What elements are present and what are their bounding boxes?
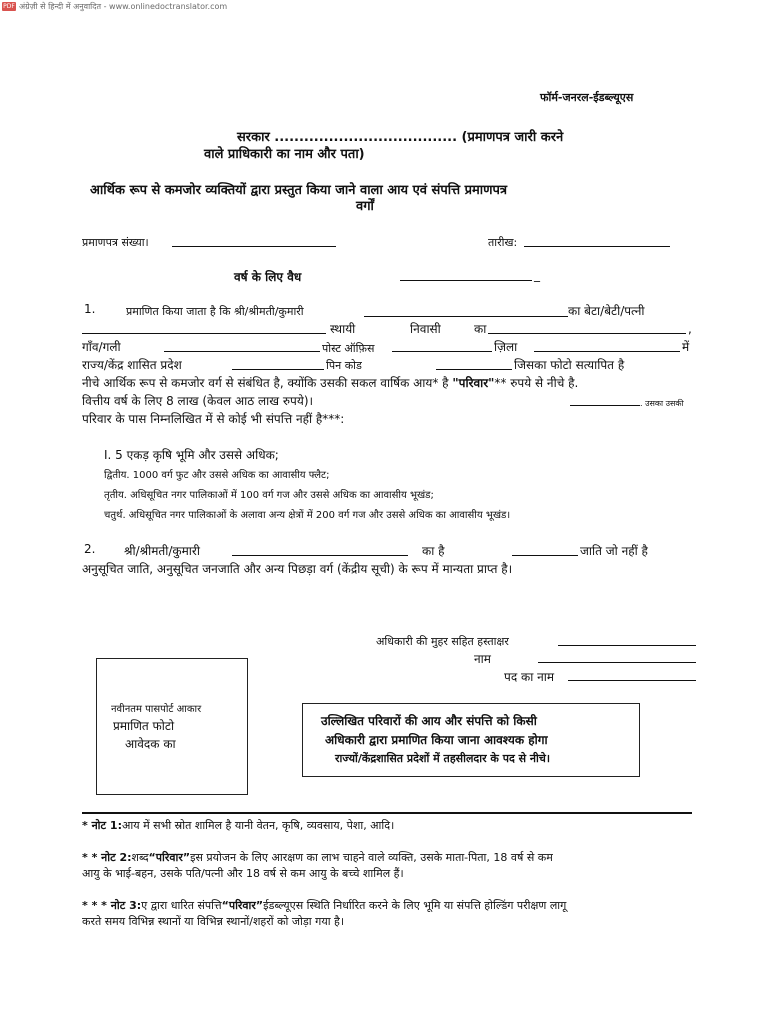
note-3-label: * * * नोट 3: (82, 899, 142, 912)
note-1-label: * नोट 1: (82, 819, 122, 832)
header-line1: सरकार ..................................... (प्रमाणपत्र जारी करने (237, 130, 564, 145)
income-statement (82, 374, 578, 391)
photo-box-line3: आवेदक का (125, 737, 176, 751)
post-office-field[interactable] (392, 351, 492, 352)
resident-label: निवासी (410, 322, 441, 336)
certificate-number-field[interactable] (172, 246, 336, 247)
state-label: राज्य/केंद्र शासित प्रदेश (82, 358, 182, 372)
note-3-family: “परिवार” (221, 899, 264, 912)
note-2-word: शब्द (131, 851, 149, 864)
applicant-name-field[interactable] (364, 316, 568, 317)
in-label: में (682, 340, 690, 354)
certification-note-box (302, 703, 640, 777)
note-3-text1: ईडब्ल्यूएस स्थिति निर्धारित करने के लिए भूमि या संपत्ति होल्डिंग परीक्षण लागू (263, 899, 567, 912)
community-field[interactable] (512, 555, 578, 556)
certificate-number-label: प्रमाणपत्र संख्या। (82, 236, 149, 249)
page-title-line2: वर्गों (356, 199, 374, 214)
family-term: "परिवार" (452, 376, 495, 390)
state-field[interactable] (232, 369, 324, 370)
permanent-label: स्थायी (330, 322, 356, 336)
designation-field[interactable] (568, 680, 696, 681)
valid-year-field[interactable] (400, 280, 532, 281)
date-label: तारीख: (488, 236, 518, 249)
rupees-below-text: ** रुपये से नीचे है. (494, 376, 579, 390)
asset-item: तृतीय. अधिसूचित नगर पालिकाओं में 100 वर्ग गज और उससे अधिक का आवासीय भूखंड; (104, 490, 434, 501)
notes-divider (82, 812, 692, 814)
note-3-line2: करते समय विभिन्न स्थानों या विभिन्न स्थानों/शहरों को जोड़ा गया है। (82, 915, 345, 928)
no-assets-line: परिवार के पास निम्नलिखित में से कोई भी संपत्ति नहीं है***: (82, 412, 345, 426)
district-label: ज़िला (494, 340, 518, 354)
officer-name-label: नाम (474, 652, 491, 666)
note-box-line1: उल्लिखित परिवारों की आय और संपत्ति को किसी (321, 714, 537, 728)
header-line2: वाले प्राधिकारी का नाम और पता) (204, 147, 365, 162)
para2-name-field[interactable] (232, 555, 408, 556)
asset-item: I. 5 एकड़ कृषि भूमि और उससे अधिक; (104, 448, 279, 462)
village-field[interactable] (164, 351, 320, 352)
note-2-family: “परिवार” (148, 851, 191, 864)
pdf-logo-icon: PDF (3, 3, 15, 10)
valid-year-suffix: _ (534, 268, 540, 282)
district-field[interactable] (534, 351, 680, 352)
valid-year-label: वर्ष के लिए वैध (234, 270, 302, 284)
officer-name-field[interactable] (538, 662, 696, 663)
note-2-line2: आयु के भाई-बहन, उसके पति/पत्नी और 18 वर्ष से कम आयु के बच्चे शामिल हैं। (82, 867, 404, 880)
note-2-label: * * नोट 2: (82, 851, 132, 864)
para1-intro: प्रमाणित किया जाता है कि श्री/श्रीमती/कुमारी (126, 305, 304, 318)
note-box-line2: अधिकारी द्वारा प्रमाणित किया जाना आवश्यक होगा (325, 733, 548, 747)
comma: , (688, 322, 692, 336)
photo-attested-label: जिसका फोटो सत्यापित है (514, 358, 625, 372)
note-box-line3: राज्यों/केंद्रशासित प्रदेशों में तहसीलदार के पद से नीचे। (335, 752, 550, 765)
date-field[interactable] (524, 246, 670, 247)
note-3-pre: ए द्वारा धारित संपत्ति (141, 899, 222, 912)
his-her-label: . उसका उसकी (640, 399, 684, 408)
banner-text[interactable]: अंग्रेज़ी से हिन्दी में अनुवादित - www.onlinedoctranslator.com (19, 2, 228, 11)
form-code: फॉर्म-जनरल-ईडब्ल्यूएस (540, 91, 634, 104)
pin-label: पिन कोड (326, 359, 362, 372)
caste-not-label: जाति जो नहीं है (580, 544, 648, 558)
photo-box-line1: नवीनतम पासपोर्ट आकार (111, 704, 202, 715)
para2-number: 2. (84, 542, 96, 556)
income-amount-field[interactable] (570, 405, 640, 406)
post-office-label: पोस्ट ऑफ़िस (322, 342, 375, 355)
photo-box-line2: प्रमाणित फोटो (113, 719, 175, 733)
is-of-label: का है (422, 544, 445, 558)
note-2 (82, 850, 553, 865)
financial-year-line: वित्तीय वर्ष के लिए 8 लाख (केवल आठ लाख रुपये)। (82, 394, 314, 408)
page-title: आर्थिक रूप से कमजोर व्यक्तियों द्वारा प्रस्तुत किया जाने वाला आय एवं संपत्ति प्रमाणपत्र (90, 183, 508, 198)
income-statement-text: नीचे आर्थिक रूप से कमजोर वर्ग से संबंधित है, क्योंकि उसकी सकल वार्षिक आय* है (82, 376, 449, 390)
village-label: गाँव/गली (82, 340, 121, 354)
para1-number: 1. (84, 302, 96, 316)
signature-field[interactable] (558, 645, 696, 646)
note-2-text1: इस प्रयोजन के लिए आरक्षण का लाभ चाहने वाले व्यक्ति, उसके माता-पिता, 18 वर्ष से कम (190, 851, 553, 864)
child-of-label: का बेटा/बेटी/पत्नी (568, 304, 645, 318)
asset-item: चतुर्थ. अधिसूचित नगर पालिकाओं के अलावा अन्य क्षेत्रों में 200 वर्ग गज और उससे अधिक का आवासीय भूखंड। (104, 510, 511, 521)
photo-box[interactable] (96, 658, 248, 795)
para2-intro: श्री/श्रीमती/कुमारी (124, 544, 200, 558)
note-1 (82, 818, 394, 833)
translator-banner (0, 0, 227, 14)
address-field[interactable] (488, 333, 686, 334)
of-label: का (474, 322, 487, 336)
para2-line2: अनुसूचित जाति, अनुसूचित जनजाति और अन्य पिछड़ा वर्ग (केंद्रीय सूची) के रूप में मान्यता प्राप्त है। (82, 562, 513, 576)
designation-label: पद का नाम (504, 670, 555, 684)
signature-label: अधिकारी की मुहर सहित हस्ताक्षर (376, 635, 509, 648)
note-3 (82, 898, 566, 913)
note-1-text: आय में सभी स्रोत शामिल है यानी वेतन, कृषि, व्यवसाय, पेशा, आदि। (121, 819, 395, 832)
parent-name-field[interactable] (82, 333, 326, 334)
pin-field[interactable] (436, 369, 512, 370)
asset-item: द्वितीय. 1000 वर्ग फुट और उससे अधिक का आवासीय फ्लैट; (104, 470, 330, 481)
